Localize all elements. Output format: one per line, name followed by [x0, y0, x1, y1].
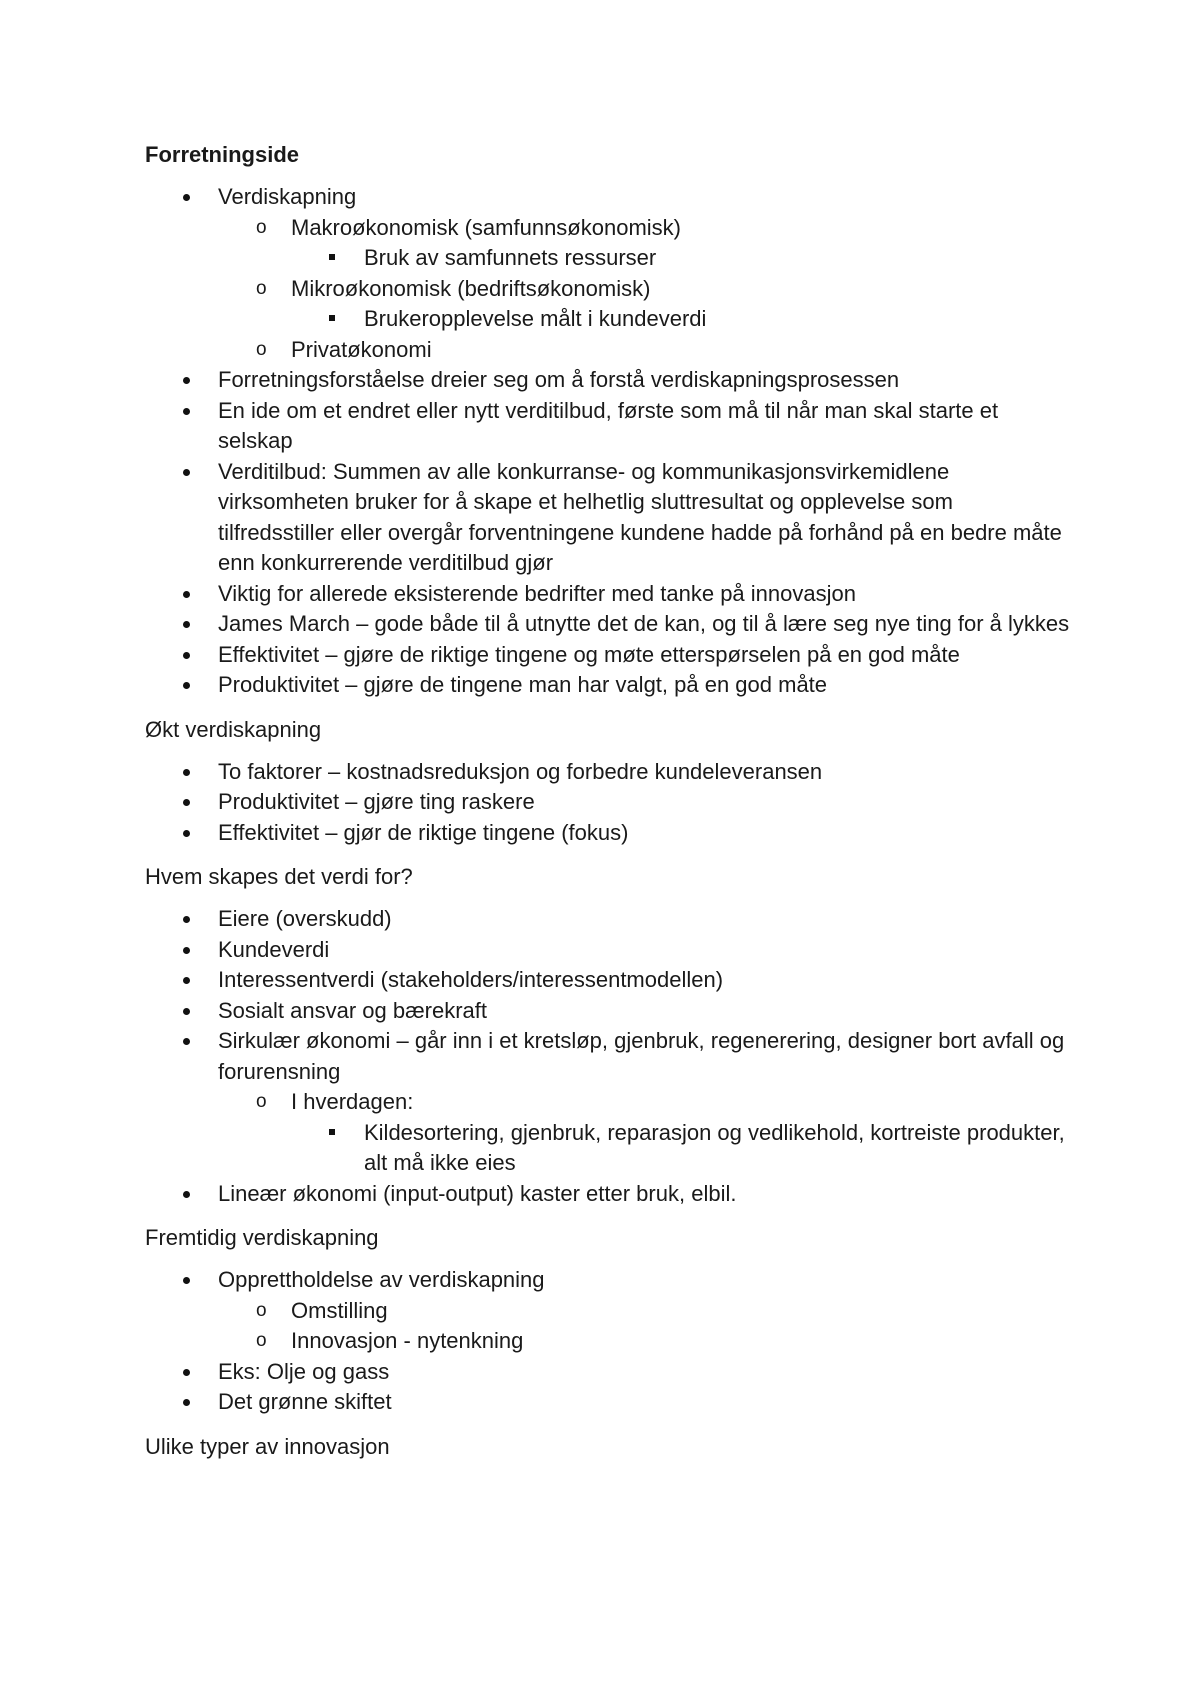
- list-item-text: Viktig for allerede eksisterende bedrifter med tanke på innovasjon: [218, 580, 856, 606]
- list-item: [145, 365, 1075, 396]
- list-item: [218, 1296, 1075, 1327]
- section-heading-hvem-skapes: Hvem skapes det verdi for?: [145, 864, 413, 889]
- list-item-text: I hverdagen:: [291, 1089, 414, 1114]
- list-item-text: Opprettholdelse av verdiskapning: [218, 1267, 545, 1292]
- list-item: [145, 1179, 1075, 1210]
- list-item-text: Mikroøkonomisk (bedriftsøkonomisk): [291, 275, 651, 301]
- list-item: [291, 304, 1075, 335]
- list-item: [218, 213, 1075, 274]
- list-item-text: To faktorer – kostnadsreduksjon og forbedre kundeleveransen: [218, 758, 823, 784]
- list-item-text: Kundeverdi: [218, 936, 330, 962]
- document-page: [145, 140, 1075, 1474]
- list-item: [218, 335, 1075, 366]
- list-item-text: Interessentverdi (stakeholders/interessentmodellen): [218, 967, 724, 992]
- list-item: [145, 1265, 1075, 1357]
- circle-bullet-icon: o: [256, 216, 267, 238]
- list-item-text: Privatøkonomi: [291, 336, 432, 362]
- list-item-text: Sosialt ansvar og bærekraft: [218, 997, 488, 1023]
- circle-bullet-icon: o: [256, 1330, 267, 1351]
- list-item: [145, 787, 1075, 818]
- list-item-text: Forretningsforståelse dreier seg om å forstå verdiskapningsprosessen: [218, 367, 900, 392]
- list-item-text: Eiere (overskudd): [218, 906, 392, 931]
- list-item: [145, 965, 1075, 996]
- list-item: [291, 243, 1075, 274]
- list-item-text: Makroøkonomisk (samfunnsøkonomisk): [291, 214, 681, 240]
- list-item: [218, 274, 1075, 335]
- circle-bullet-icon: o: [256, 338, 267, 360]
- list-item: [145, 457, 1075, 579]
- list-item: [145, 609, 1075, 640]
- list-item: [145, 1357, 1075, 1388]
- list-item: [145, 640, 1075, 671]
- list-item: [145, 396, 1075, 457]
- list-item-text: Eks: Olje og gass: [218, 1358, 390, 1384]
- list-item-text: Effektivitet – gjør de riktige tingene (fokus): [218, 819, 629, 845]
- list-item-text: Kildesortering, gjenbruk, reparasjon og vedlikehold, kortreiste produkter, alt må ikke eies: [364, 1119, 1065, 1175]
- section-heading-ulike-typer: Ulike typer av innovasjon: [145, 1433, 390, 1459]
- list-item: [145, 935, 1075, 966]
- list-item-text: James March – gode både til å utnytte det de kan, og til å lære seg nye ting for å lykkes: [218, 611, 1070, 636]
- list-item: [218, 1087, 1075, 1179]
- list-item-text: En ide om et endret eller nytt verditilbud, første som må til når man skal starte et selskap: [218, 397, 999, 453]
- list-item: [291, 1118, 1075, 1179]
- sublist: [291, 243, 1075, 274]
- list-item-text: Sirkulær økonomi – går inn i et kretsløp, gjenbruk, regenerering, designer bort avfall og forurensning: [218, 1028, 1065, 1084]
- sublist: [218, 213, 1075, 366]
- list-item: [145, 904, 1075, 935]
- list-item: [218, 1326, 1075, 1357]
- section-forretningside-list: [145, 182, 1075, 701]
- list-item: [145, 1026, 1075, 1179]
- circle-bullet-icon: o: [256, 1299, 267, 1321]
- circle-bullet-icon: o: [256, 277, 267, 299]
- list-item-text: Bruk av samfunnets ressurser: [364, 245, 657, 270]
- list-item-text: Effektivitet – gjøre de riktige tingene og møte etterspørselen på en god måte: [218, 641, 960, 667]
- list-item-text: Det grønne skiftet: [218, 1389, 392, 1414]
- list-item-text: Produktivitet – gjøre de tingene man har valgt, på en god måte: [218, 672, 828, 697]
- list-item-text: Brukeropplevelse målt i kundeverdi: [364, 306, 707, 331]
- list-item: [145, 818, 1075, 849]
- section-heading-okt-verdiskapning: Økt verdiskapning: [145, 716, 322, 742]
- list-item: [145, 182, 1075, 365]
- list-item-text: Lineær økonomi (input-output) kaster etter bruk, elbil.: [218, 1180, 737, 1206]
- list-item: [145, 579, 1075, 610]
- section-hvem-skapes-list: [145, 904, 1075, 1209]
- sublist: [291, 1118, 1075, 1179]
- sublist: [291, 304, 1075, 335]
- list-item: [145, 996, 1075, 1027]
- section-okt-verdiskapning-list: [145, 757, 1075, 849]
- list-item: [145, 757, 1075, 788]
- document-title: Forretningside: [145, 142, 300, 167]
- list-item-text: Verdiskapning: [218, 184, 357, 209]
- list-item-text: Omstilling: [291, 1297, 388, 1323]
- sublist: [218, 1296, 1075, 1357]
- list-item: [145, 1387, 1075, 1418]
- circle-bullet-icon: o: [256, 1091, 267, 1112]
- list-item-text: Verditilbud: Summen av alle konkurranse- og kommunikasjonsvirkemidlene virksomheten bruker for å skape et helhetlig sluttresultat og opplevelse som tilfredsstiller eller overgår forventningene kundene hadde på forhånd på en bedre måte enn konkurrerende verditilbud gjør: [218, 458, 1062, 575]
- sublist: [218, 1087, 1075, 1179]
- list-item: [145, 670, 1075, 701]
- list-item-text: Innovasjon - nytenkning: [291, 1328, 524, 1353]
- list-item-text: Produktivitet – gjøre ting raskere: [218, 789, 535, 814]
- section-fremtidig-list: [145, 1265, 1075, 1418]
- section-heading-fremtidig: Fremtidig verdiskapning: [145, 1225, 379, 1250]
